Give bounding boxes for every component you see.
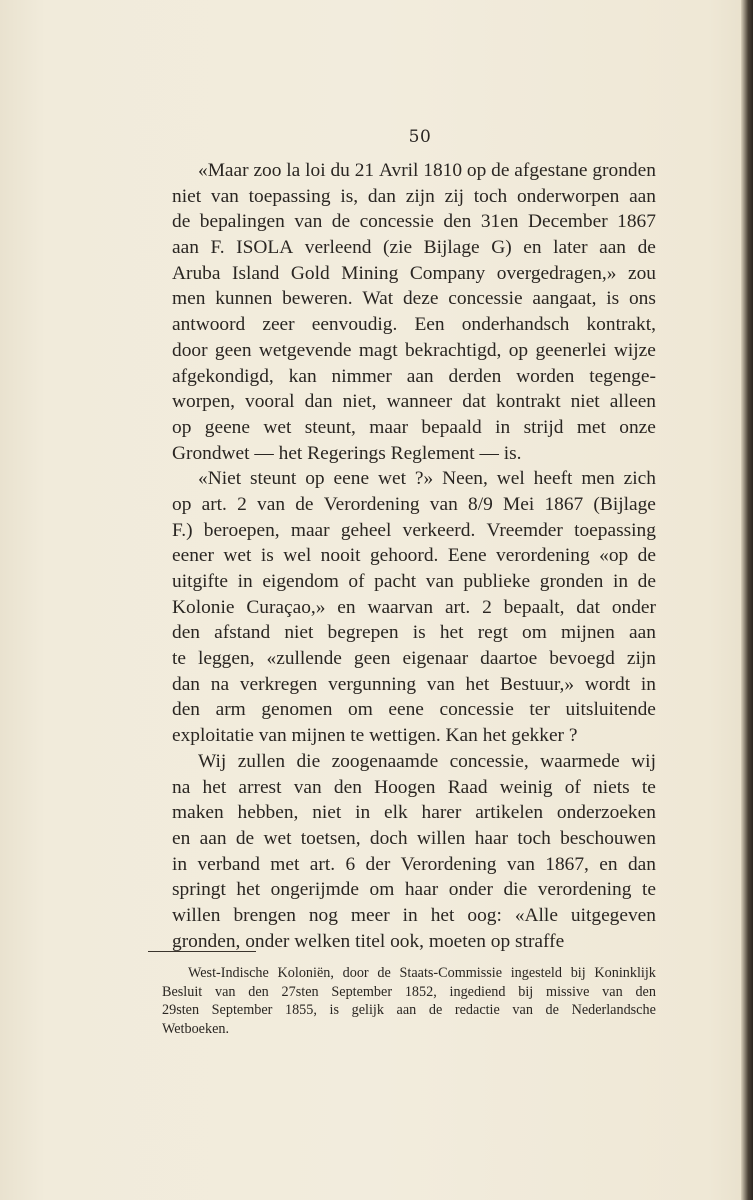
text-line: eener wet is wel nooit gehoord. Eene verordening «op de bbox=[172, 545, 656, 567]
text-line: men kunnen beweren. Wat deze concessie aangaat, is ons bbox=[172, 288, 656, 310]
footnote-divider bbox=[148, 951, 256, 952]
text-line: en aan de wet toetsen, doch willen haar toch beschouwen bbox=[172, 827, 656, 849]
text-line: gronden, onder welken titel ook, moeten op straffe bbox=[172, 930, 565, 952]
text-line: door geen wetgevende magt bekrachtigd, op geenerlei wijze bbox=[172, 339, 656, 361]
text-line: antwoord zeer eenvoudig. Een onderhandsch kontrakt, bbox=[172, 314, 656, 336]
text-line: F.) beroepen, maar geheel verkeerd. Vreemder toepassing bbox=[172, 519, 656, 541]
text-line: afgekondigd, kan nimmer aan derden worden tegenge- bbox=[172, 365, 656, 387]
text-line: dan na verkregen vergunning van het Bestuur,» wordt in bbox=[172, 673, 656, 695]
text-line: Grondwet — het Regerings Reglement — is. bbox=[172, 442, 522, 464]
text-line: exploitatie van mijnen te wettigen. Kan het gekker ? bbox=[172, 725, 578, 747]
text-line: na het arrest van den Hoogen Raad weinig of niets te bbox=[172, 776, 656, 798]
footnote bbox=[162, 964, 656, 1038]
text-line: den arm genomen om eene concessie ter uitsluitende bbox=[172, 699, 656, 721]
text-line: op geene wet steunt, maar bepaald in strijd met onze bbox=[172, 416, 656, 438]
text-line: springt het ongerijmde om haar onder die verordening te bbox=[172, 879, 656, 901]
footnote-line: West-Indische Koloniën, door de Staats-Commissie ingesteld bij Koninklijk bbox=[188, 965, 656, 981]
text-line: uitgifte in eigendom of pacht van publieke gronden in de bbox=[172, 571, 656, 592]
text-line: willen brengen nog meer in het oog: «Alle uitgegeven bbox=[172, 904, 656, 926]
text-line: op art. 2 van de Verordening van 8/9 Mei 1867 (Bijlage bbox=[172, 493, 656, 515]
text-line: Aruba Island Gold Mining Company overgedragen,» zou bbox=[172, 262, 656, 284]
text-line: te leggen, «zullende geen eigenaar daartoe bevoegd zijn bbox=[172, 648, 656, 670]
footnote-line: Wetboeken. bbox=[162, 1020, 230, 1037]
footnote-line: Besluit van den 27sten September 1852, ingediend bij missive van den bbox=[162, 983, 656, 1000]
text-line: Wij zullen die zoogenaamde concessie, waarmede wij bbox=[198, 750, 656, 772]
text-line: in verband met art. 6 der Verordening van 1867, en dan bbox=[172, 853, 656, 875]
text-line: worpen, vooral dan niet, wanneer dat kontrakt niet alleen bbox=[172, 391, 656, 413]
text-line: niet van toepassing is, dan zijn zij toch onderworpen aan bbox=[172, 185, 656, 207]
text-line: Kolonie Curaçao,» en waarvan art. 2 bepaalt, dat onder bbox=[172, 596, 656, 618]
text-line: maken hebben, niet in elk harer artikelen onderzoeken bbox=[172, 802, 656, 824]
page-edge-shadow bbox=[741, 0, 753, 1200]
text-line: «Niet steunt op eene wet ?» Neen, wel heeft men zich bbox=[198, 468, 656, 490]
text-line: den afstand niet begrepen is het regt om mijnen aan bbox=[172, 622, 656, 644]
text-line: de bepalingen van de concessie den 31en December 1867 bbox=[172, 211, 656, 233]
footnote-line: 29sten September 1855, is gelijk aan de redactie van de Nederlandsche bbox=[162, 1002, 656, 1019]
text-line: «Maar zoo la loi du 21 Avril 1810 op de afgestane gronden bbox=[198, 160, 656, 181]
body-text bbox=[172, 158, 656, 954]
text-line: aan F. ISOLA verleend (zie Bijlage G) en later aan de bbox=[172, 237, 656, 259]
page-number: 50 bbox=[408, 127, 432, 147]
